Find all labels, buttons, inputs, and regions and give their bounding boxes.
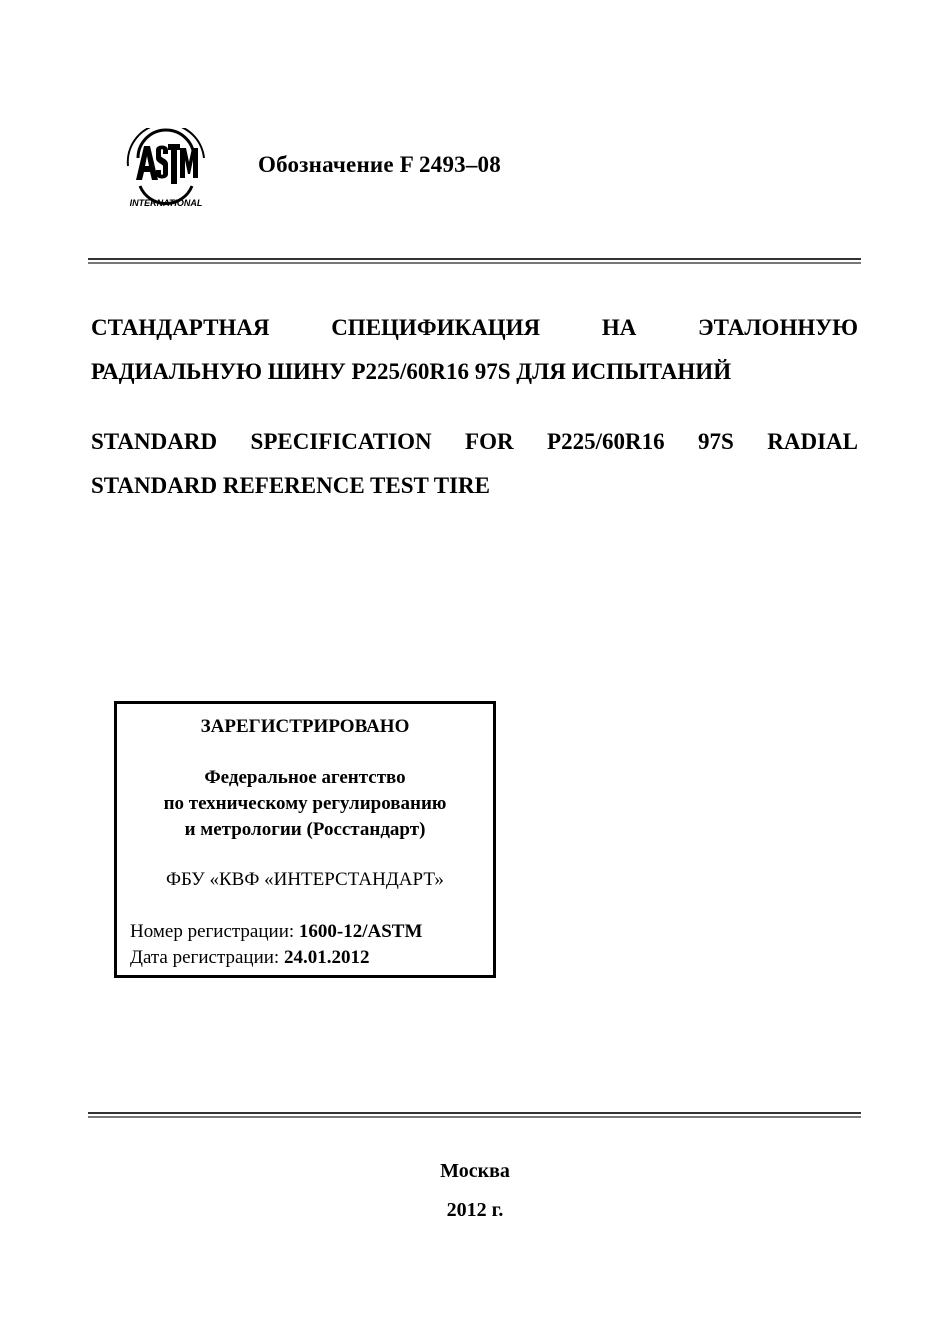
- registration-date-value: 24.01.2012: [283, 947, 370, 968]
- astm-logo-icon: [118, 128, 214, 210]
- title-en-line-1: STANDARD SPECIFICATION FOR P225/60R16 97S RADIAL: [91, 429, 858, 454]
- registration-date-label: Дата регистрации:: [130, 947, 284, 968]
- registration-agency: [117, 765, 493, 843]
- title-ru-line-2: РАДИАЛЬНУЮ ШИНУ Р225/60R16 97S ДЛЯ ИСПЫТАНИЙ: [91, 359, 732, 384]
- title-english: [91, 420, 858, 508]
- registration-number: [130, 919, 493, 945]
- publication-city: Москва: [440, 1160, 510, 1182]
- agency-line-1: Федеральное агентство: [204, 767, 406, 788]
- registration-fbu: ФБУ «КВФ «ИНТЕРСТАНДАРТ»: [166, 869, 444, 890]
- bottom-divider: [88, 1112, 861, 1119]
- registration-number-value: 1600-12/ASTM: [298, 921, 423, 942]
- registration-date: [130, 945, 493, 971]
- agency-line-3: и метрологии (Росстандарт): [184, 819, 426, 840]
- document-designation: Обозначение F 2493–08: [258, 152, 501, 177]
- registration-stamp: [114, 701, 496, 978]
- agency-line-2: по техническому регулированию: [163, 793, 447, 814]
- title-ru-line-1: СТАНДАРТНАЯ СПЕЦИФИКАЦИЯ НА ЭТАЛОННУЮ: [91, 315, 858, 340]
- title-russian: [91, 306, 858, 394]
- registration-details: [130, 919, 493, 971]
- publication-year: 2012 г.: [446, 1199, 504, 1221]
- top-divider: [88, 258, 861, 265]
- svg-text:INTERNATIONAL: INTERNATIONAL: [129, 198, 203, 208]
- title-en-line-2: STANDARD REFERENCE TEST TIRE: [91, 473, 490, 498]
- registration-header: ЗАРЕГИСТРИРОВАНО: [200, 716, 410, 737]
- registration-number-label: Номер регистрации:: [130, 921, 299, 942]
- astm-logo: [118, 128, 214, 210]
